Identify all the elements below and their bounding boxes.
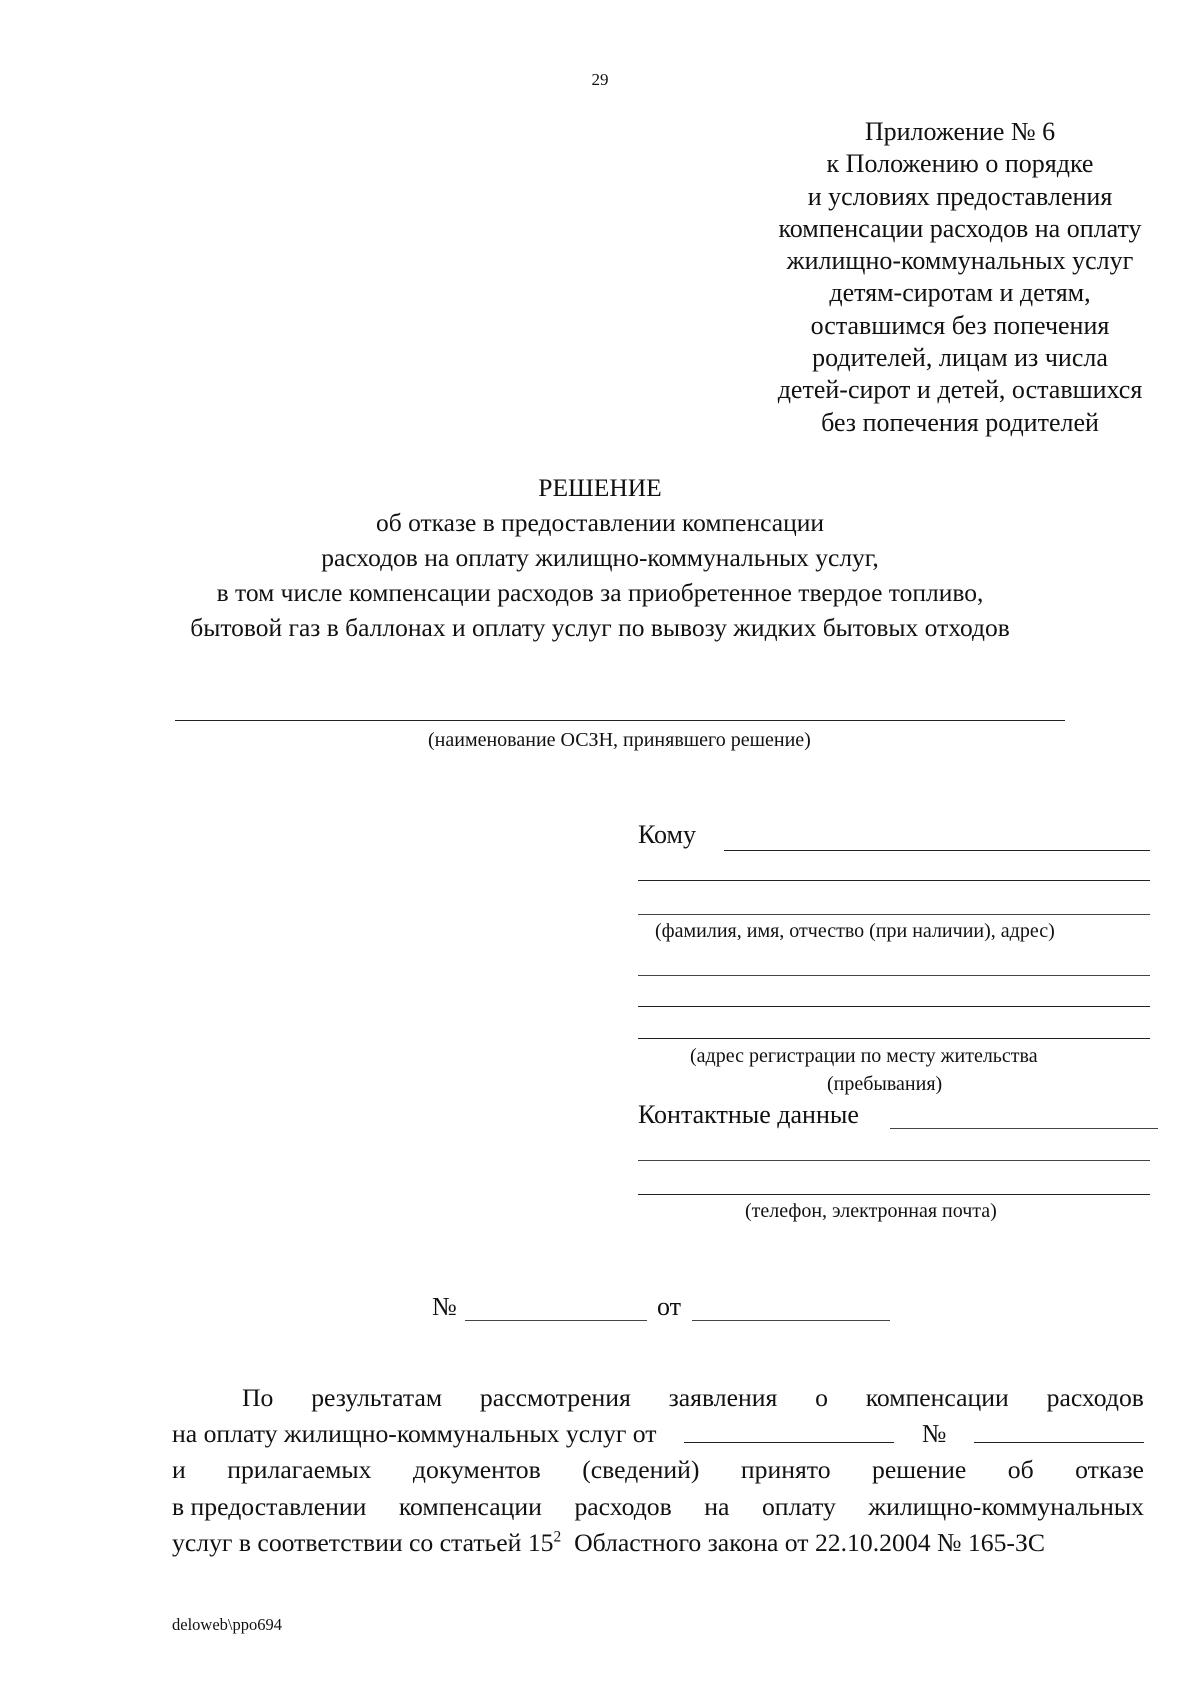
decision-subtitle-line: расходов на оплату жилищно-коммунальных услуг, xyxy=(321,543,879,572)
page-number: 29 xyxy=(591,70,609,89)
body-line: и прилагаемых документов (сведений) принято решение об отказе xyxy=(172,1455,1144,1485)
recipient-name-field[interactable] xyxy=(724,850,1150,851)
document-footer-code: deloweb\ppo694 xyxy=(172,1615,282,1634)
appendix-line: родителей, лицам из числа xyxy=(812,343,1108,373)
appendix-line: компенсации расходов на оплату xyxy=(778,213,1142,243)
decision-subtitle-line: бытовой газ в баллонах и оплату услуг по вывозу жидких бытовых отходов xyxy=(190,613,1010,642)
contacts-field[interactable] xyxy=(890,1128,1158,1129)
registration-address-field-line3[interactable] xyxy=(638,1038,1150,1039)
decision-date-label: от xyxy=(657,1292,682,1321)
decision-subtitle-line: об отказе в предоставлении компенсации xyxy=(375,508,825,537)
contacts-label: Контактные данные xyxy=(638,1100,859,1129)
recipient-name-field-line3[interactable] xyxy=(638,914,1150,915)
registration-caption-line2: (пребывания) xyxy=(827,1073,943,1095)
recipient-name-field-line2[interactable] xyxy=(638,880,1150,881)
appendix-line: без попечения родителей xyxy=(821,407,1099,437)
body-line: По результатам рассмотрения заявления о компенсации расходов xyxy=(242,1383,1144,1412)
contacts-field-line2[interactable] xyxy=(638,1160,1150,1161)
appendix-block xyxy=(740,116,1180,439)
body-line: в предоставлении компенсации расходов на оплату жилищно-коммунальных xyxy=(172,1491,1144,1521)
decision-date-field[interactable] xyxy=(692,1320,890,1321)
appendix-line: к Положению о порядке xyxy=(826,149,1094,179)
body-line: на оплату жилищно-коммунальных услуг от № xyxy=(172,1416,1144,1452)
recipient-name-caption: (фамилия, имя, отчество (при наличии), адрес) xyxy=(655,920,1055,942)
osszn-name-field[interactable] xyxy=(175,720,1065,721)
registration-address-field-line2[interactable] xyxy=(638,1006,1150,1007)
decision-title-block xyxy=(0,470,1200,645)
recipient-to-label: Кому xyxy=(638,820,697,849)
decision-number-sign: № xyxy=(432,1292,457,1321)
contacts-field-line3[interactable] xyxy=(638,1194,1150,1195)
osszn-name-caption: (наименование ОСЗН, принявшего решение) xyxy=(428,729,811,751)
body-line: услуг в соответствии со статьей $15^2$ Областного закона от 22.10.2004 № 165-ЗС xyxy=(172,1527,1045,1557)
decision-heading: РЕШЕНИЕ xyxy=(538,473,662,502)
appendix-line: Приложение № 6 xyxy=(864,117,1056,146)
appendix-line: жилищно-коммунальных услуг xyxy=(786,246,1134,276)
application-number-field[interactable] xyxy=(974,1416,1144,1443)
decision-subtitle-line: в том числе компенсации расходов за приобретенное твердое топливо, xyxy=(216,578,984,607)
appendix-line: и условиях предоставления xyxy=(807,181,1113,211)
appendix-line: оставшимся без попечения xyxy=(810,310,1110,340)
registration-caption-line1: (адрес регистрации по месту жительства xyxy=(690,1045,1038,1067)
decision-body-paragraph xyxy=(172,1380,1144,1561)
decision-number-field[interactable] xyxy=(465,1320,647,1321)
appendix-line: детей-сирот и детей, оставшихся xyxy=(777,375,1143,405)
registration-address-field[interactable] xyxy=(638,975,1150,976)
contacts-caption: (телефон, электронная почта) xyxy=(745,1200,997,1222)
appendix-line: детям-сиротам и детям, xyxy=(829,278,1091,308)
application-date-field[interactable] xyxy=(684,1416,894,1443)
